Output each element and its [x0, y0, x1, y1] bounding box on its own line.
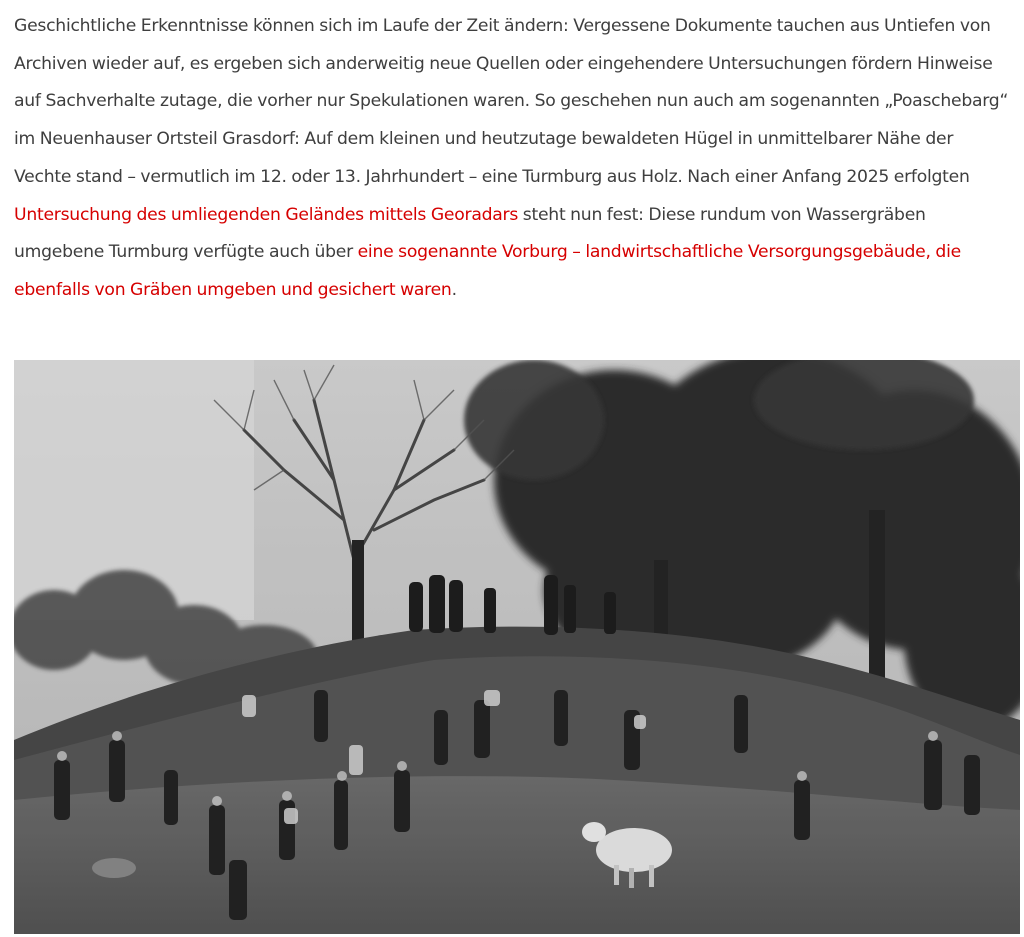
- vorburg-link[interactable]: eine sogenannte Vorburg – landwirtschaftliche Versorgungsgebäude, die ebenfalls von Gräben umgeben und gesichert waren: [14, 242, 961, 300]
- georadar-survey-link[interactable]: Untersuchung des umliegenden Geländes mittels Georadars: [14, 204, 519, 225]
- article-body: [14, 8, 1014, 310]
- historic-photo-illustration: [14, 360, 1020, 934]
- intro-paragraph: [14, 8, 1014, 310]
- paragraph-text-1: Geschichtliche Erkenntnisse können sich im Laufe der Zeit ändern: Vergessene Dokumente tauchen aus Untiefen von Archiven wieder auf, es ergeben sich anderweitig neue Quellen oder eingehendere Untersuchungen fördern Hinweise auf Sachverhalte zutage, die vorher nur Spekulationen waren. So geschehen nun auch am sogenannten „Poaschebarg“ im Neuenhauser Ortsteil Grasdorf: Auf dem kleinen und heutzutage bewaldeten Hügel in unmittelbarer Nähe der Vechte stand – vermutlich im 12. oder 13. Jahrhundert – eine Turmburg aus Holz. Nach einer Anfang 2025 erfolgten: [14, 16, 1009, 187]
- historic-photo: [14, 360, 1020, 934]
- paragraph-text-2: steht nun fest: Diese rundum von Wassergräben umgebene Turmburg verfügte auch über: [14, 204, 926, 263]
- paragraph-text-3: .: [451, 279, 457, 300]
